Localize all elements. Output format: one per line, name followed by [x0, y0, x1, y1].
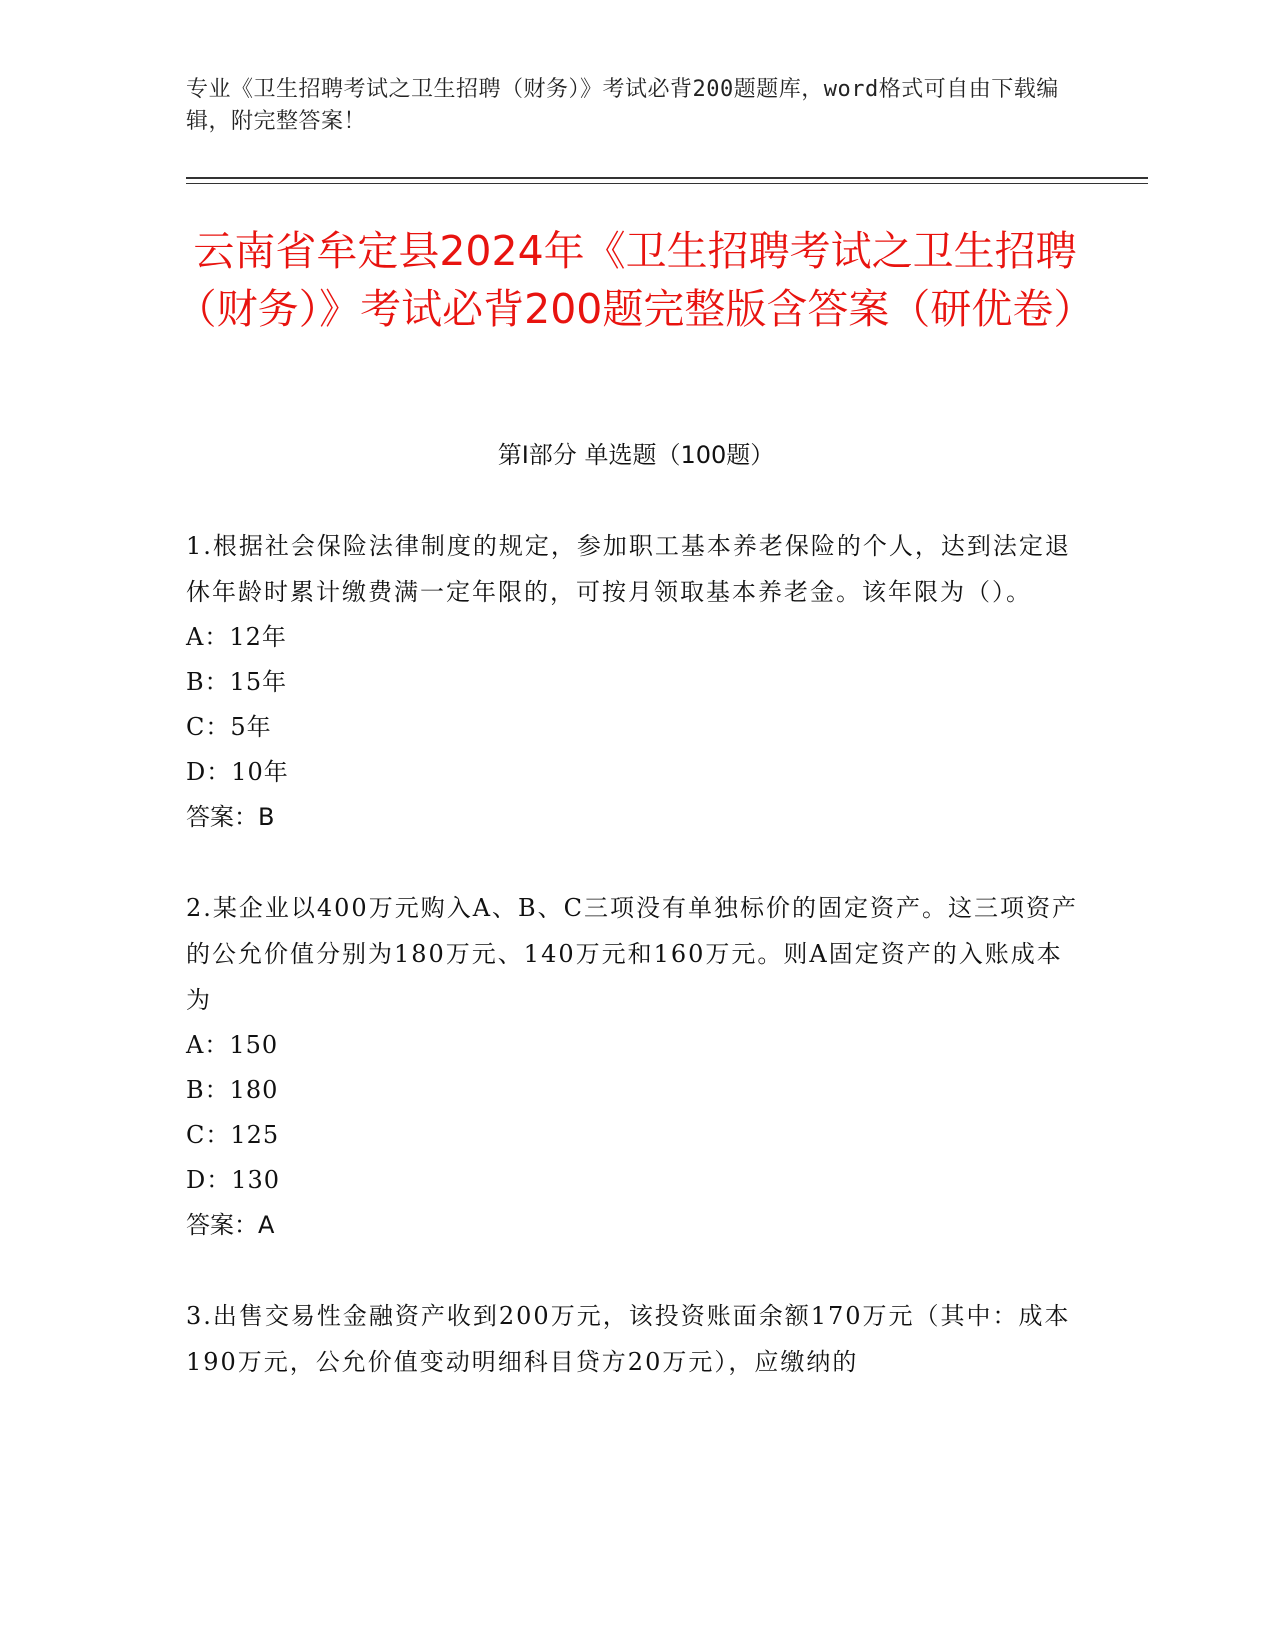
- option-d: D：130: [186, 1166, 281, 1194]
- option-c: C：125: [186, 1121, 280, 1149]
- question-stem: 2.某企业以400万元购入A、B、C三项没有单独标价的固定资产。这三项资产的公允价值分别为180万元、140万元和160万元。则A固定资产的入账成本为: [186, 894, 1079, 1014]
- option-b: B：15年: [186, 668, 288, 696]
- option-a: A：150: [186, 1031, 279, 1059]
- answer-line: 答案：B: [186, 803, 275, 831]
- question-list: [186, 523, 1086, 1430]
- option-a: A：12年: [186, 623, 287, 651]
- question-stem: 3.出售交易性金融资产收到200万元，该投资账面余额170万元（其中：成本190万元，公允价值变动明细科目贷方20万元），应缴纳的: [186, 1302, 1071, 1376]
- header-note: 专业《卫生招聘考试之卫生招聘（财务）》考试必背200题题库，word格式可自由下载编辑，附完整答案！: [186, 77, 1059, 134]
- option-b: B：180: [186, 1076, 279, 1104]
- header-divider-thin: [186, 183, 1148, 184]
- option-d: D：10年: [186, 758, 289, 786]
- document-title: 云南省牟定县2024年《卫生招聘考试之卫生招聘（财务）》考试必背200题完整版含答案（研优卷）: [175, 227, 1095, 333]
- question-3: [186, 1293, 1086, 1385]
- question-1: [186, 523, 1086, 840]
- answer-line: 答案：A: [186, 1211, 275, 1239]
- question-stem: 1.根据社会保险法律制度的规定，参加职工基本养老保险的个人，达到法定退休年龄时累计缴费满一定年限的，可按月领取基本养老金。该年限为（）。: [186, 532, 1071, 606]
- option-c: C：5年: [186, 713, 272, 741]
- header-divider-thick: [186, 177, 1148, 179]
- question-2: [186, 885, 1086, 1248]
- section-heading: 第Ⅰ部分 单选题（100题）: [497, 441, 775, 469]
